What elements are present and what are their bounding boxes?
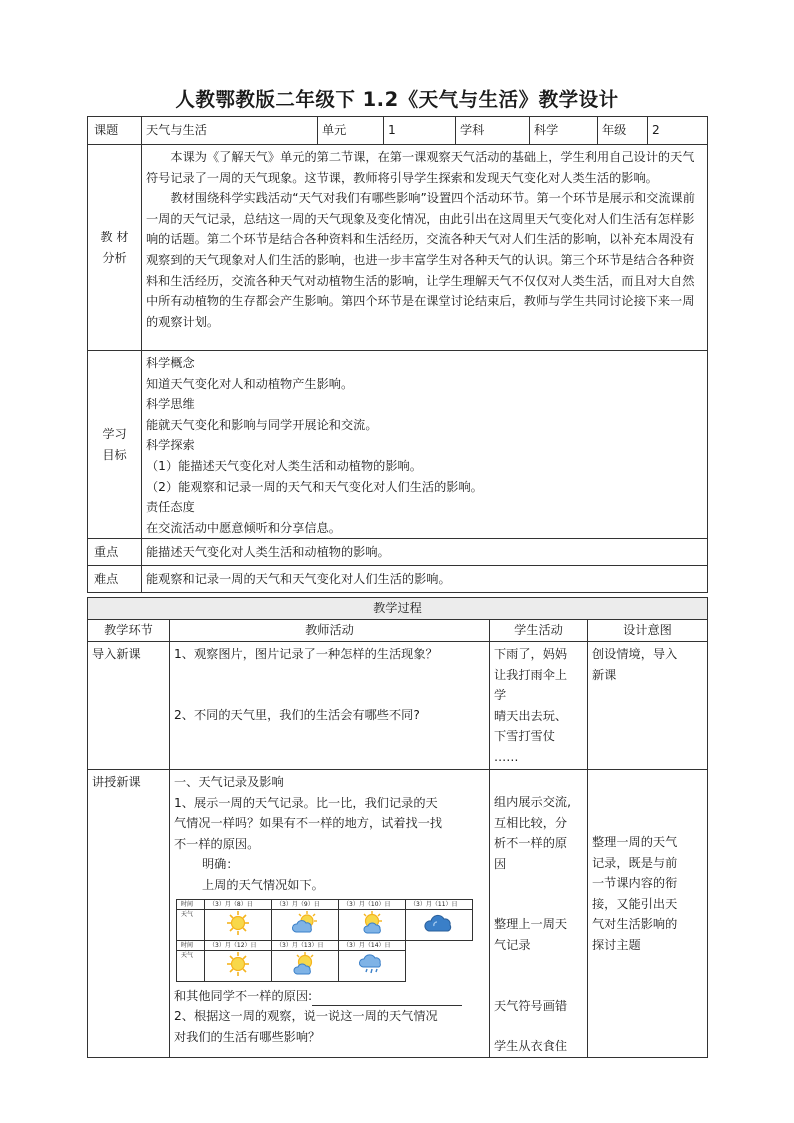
time-label: 时间 (177, 940, 205, 950)
date-cell: （3）月（13）日 (272, 940, 339, 950)
difficulty-row (88, 566, 708, 593)
weather-label: 天气 (177, 950, 205, 981)
intro-stage: 导入新课 (88, 642, 170, 770)
student-line: 晴天出去玩、 (494, 708, 568, 723)
weather-icon-cell (205, 909, 272, 940)
intro-question-2: 2、不同的天气里，我们的生活会有哪些不同? (174, 707, 420, 722)
analysis-paragraph-1: 本课为《了解天气》单元的第二节课，在第一课观察天气活动的基础上，学生利用自己设计的天气符号记录了一周的天气现象。这节课，教师将引导学生探索和发现天气变化对人类生活的影响。 (146, 150, 695, 185)
diff-reason-line (174, 986, 485, 1007)
partly-cloudy-icon (290, 951, 320, 977)
objectives-label-line2: 目标 (102, 447, 127, 462)
date-cell: （3）月（11）日 (406, 899, 473, 909)
student-line: 互相比较，分 (494, 815, 568, 830)
student-line: 下雪打雪仗 (494, 729, 555, 744)
lesson-info-table (87, 116, 708, 593)
date-cell: （3）月（10）日 (339, 899, 406, 909)
student-line: 气记录 (494, 937, 531, 952)
topic-label: 课题 (88, 117, 142, 145)
time-label: 时间 (177, 899, 205, 909)
teach-item2-line: 对我们的生活有哪些影响？ (174, 1029, 321, 1044)
clarify-label: 明确： (202, 857, 239, 872)
empty-cell (406, 940, 473, 950)
objective-line: 责任态度 (146, 500, 195, 515)
student-line: 下雨了，妈妈 (494, 647, 568, 661)
analysis-label-line2: 分析 (102, 250, 127, 265)
objective-line: （1）能描述天气变化对人类生活和动植物的影响。 (146, 458, 422, 473)
difficulty-value: 能观察和记录一周的天气和天气变化对人们生活的影响。 (142, 566, 708, 593)
date-cell: （3）月（9）日 (272, 899, 339, 909)
analysis-paragraph-2: 教材围绕科学实践活动“天气对我们有哪些影响”设置四个活动环节。第一个环节是展示和交流课前一周的天气记录，总结这一周的天气现象及变化情况，由此引出在这周里天气变化对人们生活有怎样影响的话题。第二个环节是结合各种资料和生活经历，交流各种天气对人们生活的影响，以补充本周没有观察到的天气现象对人们生活的影响，也进一步丰富学生对各种天气的认识。第三个环节是结合各种资料和生活经历，交流各种天气对动植物生活的影响，让学生理解天气不仅仅对人类生活，而且对大自然中所有动植物的生存都会产生影响。第四个环节是在课堂讨论结束后，教师与学生共同讨论接下来一周的观察计划。 (146, 191, 695, 329)
diff-reason-label: 和其他同学不一样的原因: (174, 988, 313, 1003)
teaching-process-table (87, 597, 708, 1058)
info-row (88, 117, 708, 145)
objective-line: 能就天气变化和影响与同学开展论和交流。 (146, 417, 378, 432)
student-line: 析不一样的原 (494, 836, 568, 851)
process-title-row (88, 598, 708, 620)
teach-item1-line: 不一样的原因。 (174, 836, 260, 851)
teach-student (490, 770, 588, 1058)
student-line: …… (494, 749, 519, 764)
key-point-row (88, 539, 708, 566)
sunny-icon (223, 910, 253, 936)
header-stage: 教学环节 (88, 620, 170, 642)
intent-line: 一节课内容的衔 (592, 876, 678, 891)
grade-value: 2 (648, 117, 708, 145)
teach-intent (588, 770, 708, 1058)
weather-icon-cell (205, 950, 272, 981)
weather-icon-cell (339, 909, 406, 940)
teach-item1-line: 气情况一样吗？如果有不一样的地方，试着找一找 (174, 816, 443, 831)
teach-section-title: 一、天气记录及影响 (174, 775, 284, 789)
teach-item1-line: 1、展示一周的天气记录。比一比，我们记录的天 (174, 795, 438, 810)
objective-line: 知道天气变化对人和动植物产生影响。 (146, 376, 354, 391)
intro-question-1: 1、观察图片，图片记录了一种怎样的生活现象？ (174, 647, 438, 661)
unit-value: 1 (384, 117, 456, 145)
date-cell: （3）月（12）日 (205, 940, 272, 950)
rain-icon (357, 951, 387, 977)
student-line: 组内展示交流, (494, 795, 571, 809)
weather-icon-row-2 (177, 950, 473, 981)
header-student: 学生活动 (490, 620, 588, 642)
objective-line: 科学概念 (146, 356, 195, 370)
intent-line: 创设情境，导入 (592, 647, 678, 661)
intro-student (490, 642, 588, 770)
teach-item2-line: 2、根据这一周的观察，说一说这一周的天气情况 (174, 1009, 438, 1024)
teach-stage: 讲授新课 (88, 770, 170, 1058)
student-line: 学 (494, 688, 507, 703)
weather-label: 天气 (177, 909, 205, 940)
subject-label: 学科 (456, 117, 530, 145)
partly-cloudy-icon (290, 910, 320, 936)
weather-icon-cell (272, 950, 339, 981)
weather-time-row-1 (177, 899, 473, 909)
objectives-content (142, 351, 708, 539)
intent-line: 新课 (592, 667, 617, 682)
objectives-label (88, 351, 142, 539)
teach-row (88, 770, 708, 1058)
intro-intent (588, 642, 708, 770)
header-teacher: 教师活动 (170, 620, 490, 642)
objective-line: 科学探索 (146, 438, 195, 453)
last-week-label: 上周的天气情况如下。 (202, 877, 324, 892)
answer-blank (312, 990, 462, 1006)
objective-line: 在交流活动中愿意倾听和分享信息。 (146, 520, 341, 535)
intent-line: 整理一周的天气 (592, 835, 678, 849)
objectives-row (88, 351, 708, 539)
student-line: 因 (494, 856, 507, 871)
empty-cell (406, 950, 473, 981)
objective-line: 科学思维 (146, 397, 195, 412)
weather-time-row-2 (177, 940, 473, 950)
intent-line: 记录，既是与前 (592, 855, 678, 870)
grade-label: 年级 (598, 117, 648, 145)
analysis-label-line1: 教 材 (100, 229, 129, 244)
weather-icon-cell (406, 909, 473, 940)
student-line: 天气符号画错 (494, 998, 568, 1013)
intro-row (88, 642, 708, 770)
analysis-row (88, 145, 708, 351)
date-cell: （3）月（8）日 (205, 899, 272, 909)
student-line: 整理上一周天 (494, 917, 568, 932)
weather-record-table (176, 899, 473, 982)
intent-line: 探讨主题 (592, 937, 641, 952)
sunny-icon (223, 951, 253, 977)
process-header-row (88, 620, 708, 642)
unit-label: 单元 (318, 117, 384, 145)
objectives-label-line1: 学习 (102, 427, 127, 442)
weather-icon-cell (272, 909, 339, 940)
analysis-content (142, 145, 708, 351)
difficulty-label: 难点 (88, 566, 142, 593)
topic-value: 天气与生活 (142, 117, 318, 145)
intent-line: 气对生活影响的 (592, 917, 678, 932)
process-title: 教学过程 (88, 598, 708, 620)
teach-teacher (170, 770, 490, 1058)
student-line: 让我打雨伞上 (494, 667, 568, 682)
intent-line: 接，又能引出天 (592, 896, 678, 911)
weather-icon-row-1 (177, 909, 473, 940)
objective-line: （2）能观察和记录一周的天气和天气变化对人们生活的影响。 (146, 479, 483, 494)
cloudy-icon (424, 910, 454, 936)
date-cell: （3）月（14）日 (339, 940, 406, 950)
analysis-label (88, 145, 142, 351)
partly-cloudy-icon (357, 910, 387, 936)
key-point-value: 能描述天气变化对人类生活和动植物的影响。 (142, 539, 708, 566)
subject-value: 科学 (530, 117, 598, 145)
weather-icon-cell (339, 950, 406, 981)
header-intent: 设计意图 (588, 620, 708, 642)
key-point-label: 重点 (88, 539, 142, 566)
student-line: 学生从衣食住 (494, 1039, 568, 1054)
intro-teacher (170, 642, 490, 770)
document-title: 人教鄂教版二年级下 1.2《天气与生活》教学设计 (175, 88, 619, 111)
